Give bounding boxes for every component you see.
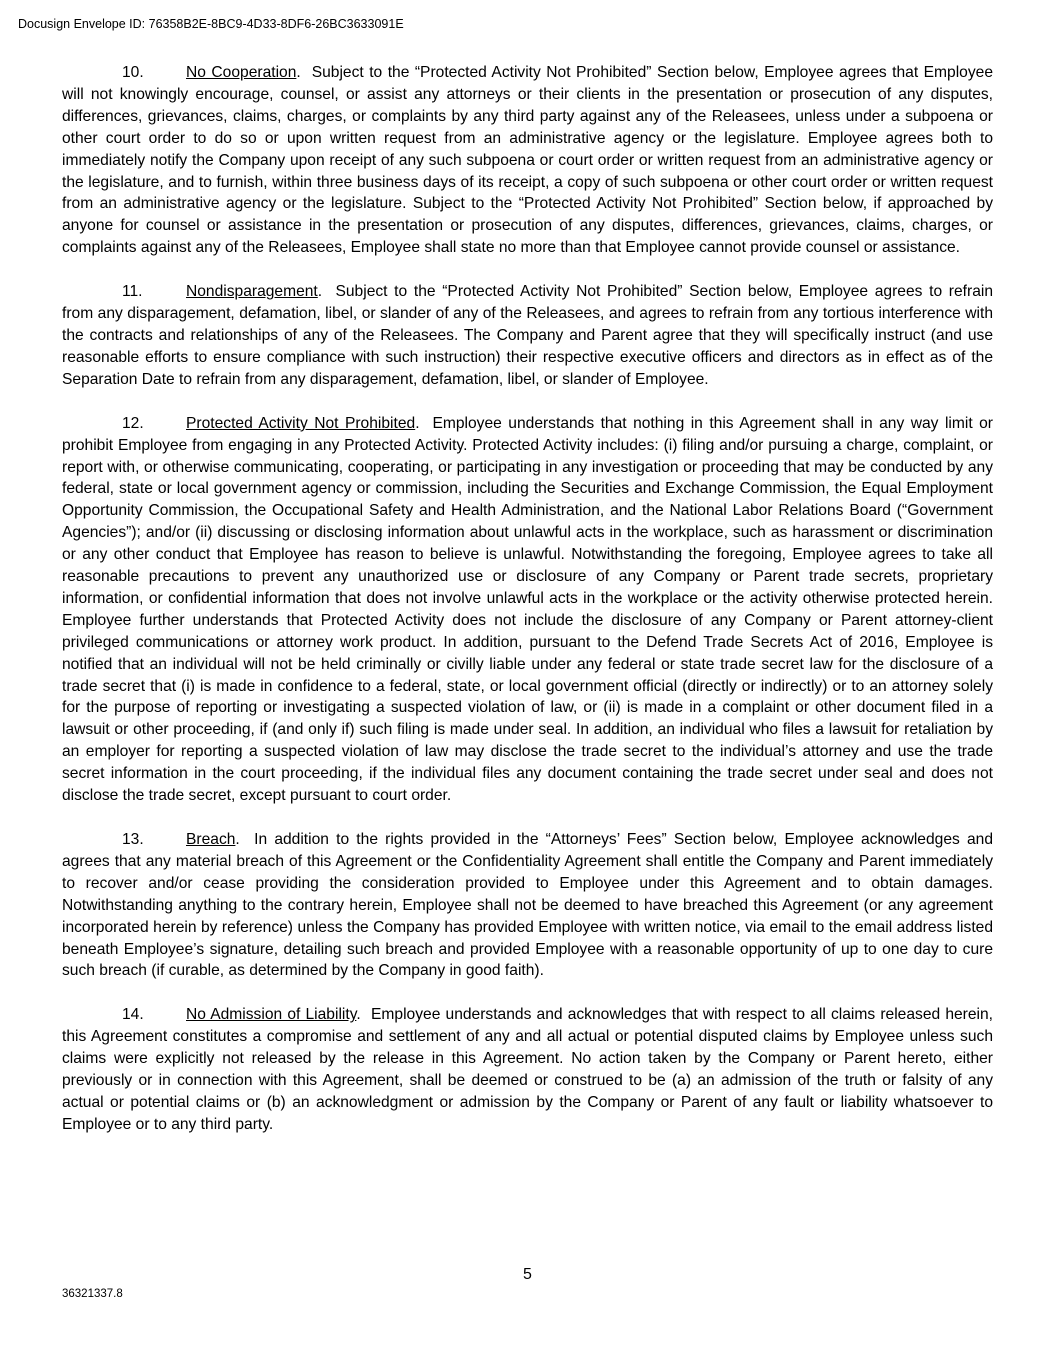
section-heading: No Cooperation [186, 64, 297, 81]
section-heading: Breach [186, 831, 236, 848]
section-text: Employee understands that nothing in this Agreement shall in any way limit or prohibit Employee from engaging in any Protected Activity. Protected Activity includes: (i) filing and/or pursuing a charge, complaint, or report with, or otherwise communicating, cooperating, or participating in any investigation or proceeding that may be conducted by any federal, state or local government agency or commission, including the Securities and Exchange Commission, the Equal Employment Opportunity Commission, the Occupational Safety and Health Administration, and the National Labor Relations Board (“Government Agencies”); and/or (ii) discussing or disclosing information about unlawful acts in the workplace, such as harassment or discrimination or any other conduct that Employee has reason to believe is unlawful. Notwithstanding the foregoing, Employee agrees to take all reasonable precautions to prevent any unauthorized use or disclosure of any Company or Parent trade secrets, proprietary information, or confidential information that does not involve unlawful acts in the workplace or the activity otherwise protected herein. Employee further understands that Protected Activity does not include the disclosure of any Company or Parent attorney-client privileged communications or attorney work product. In addition, pursuant to the Defend Trade Secrets Act of 2016, Employee is notified that an individual will not be held criminally or civilly liable under any federal or state trade secret law for the disclosure of a trade secret that (i) is made in confidence to a federal, state, or local government official (directly or indirectly) or to an attorney solely for the purpose of reporting or investigating a suspected violation of law, or (ii) is made in a complaint or other document filed in a lawsuit or other proceeding, if (and only if) such filing is made under seal. In addition, an individual who files a lawsuit for retaliation by an employer for reporting a suspected violation of law may disclose the trade secret to the individual’s attorney and use the trade secret information in the court proceeding, if the individual files any document containing the trade secret under seal and does not disclose the trade secret, except pursuant to court order. [62, 414, 994, 805]
section-nondisparagement: 11. Nondisparagement. Subject to the “Protected Activity Not Prohibited” Section below, Employee agrees to refrain from any disparagement, defamation, libel, or slander of any of the Releasees, and agrees to refrain from any tortious interference with the contracts and relationships of any of the Releasees. The Company and Parent agree that they will specifically instruct (and use reasonable efforts to ensure compliance with such instruction) their respective executive officers and directors as in effect as of the Separation Date to refrain from any disparagement, defamation, libel, or slander of Employee. [62, 283, 994, 388]
section-text: Subject to the “Protected Activity Not Prohibited” Section below, Employee agrees that Employee will not knowingly encourage, counsel, or assist any attorneys or their clients in the presentation or prosecution of any disputes, differences, grievances, claims, charges, or complaints by any third party against any of the Releasees, unless under a subpoena or other court order to do so or upon written request from an administrative agency or the legislature. Employee agrees both to immediately notify the Company upon receipt of any such subpoena or court order or written request from an administrative agency or the legislature, and to furnish, within three business days of its receipt, a copy of such subpoena or other court order or written request from an administrative agency or the legislature. Subject to the “Protected Activity Not Prohibited” Section below, if approached by anyone for counsel or assistance in the presentation or prosecution of any disputes, differences, grievances, claims, charges, or complaints against any of the Releasees, Employee shall state no more than that Employee cannot provide counsel or assistance. [62, 64, 993, 257]
section-heading: Nondisparagement [186, 283, 318, 301]
section-breach: 13. Breach. In addition to the rights provided in the “Attorneys’ Fees” Section below, Employee acknowledges and agrees that any material breach of this Agreement or the Confidentiality Agreement shall entitle the Company and Parent immediately to recover and/or cease providing the consideration provided to Employee under this Agreement and to obtain damages. Notwithstanding anything to the contrary herein, Employee shall not be deemed to have breached this Agreement (or any agreement incorporated herein by reference) unless the Company has provided Employee with written notice, via email to the email address listed beneath Employee’s signature, detailing such breach and provided Employee with a reasonable opportunity of up to one day to cure such breach (if curable, as determined by the Company in good faith). [62, 831, 993, 980]
section-number: 11. [122, 283, 143, 301]
section-no-admission-of-liability: 14. No Admission of Liability. Employee understands and acknowledges that with respect to all claims released herein, this Agreement constitutes a compromise and settlement of any and all actual or potential disputed claims by Employee unless such claims were explicitly not released by the release in this Agreement. No action taken by the Company or Parent hereto, either previously or in connection with this Agreement, shall be deemed or construed to be (a) an admission of the truth or falsity of any actual or potential claims or (b) an acknowledgment or admission by the Company or Parent of any fault or liability whatsoever to Employee or to any third party. [62, 1006, 994, 1133]
section-text: Subject to the “Protected Activity Not Prohibited” Section below, Employee agrees to refrain from any disparagement, defamation, libel, or slander of any of the Releasees, and agrees to refrain from any tortious interference with the contracts and relationships of any of the Releasees. The Company and Parent agree that they will specifically instruct (and use reasonable efforts to ensure compliance with such instruction) their respective executive officers and directors as in effect as of the Separation Date to refrain from any disparagement, defamation, libel, or slander of Employee. [62, 283, 994, 388]
document-id: 36321337.8 [62, 1288, 123, 1300]
section-no-cooperation: 10. No Cooperation. Subject to the “Protected Activity Not Prohibited” Section below, Employee agrees that Employee will not knowingly encourage, counsel, or assist any attorneys or their clients in the presentation or prosecution of any disputes, differences, grievances, claims, charges, or complaints by any third party against any of the Releasees, unless under a subpoena or other court order to do so or upon written request from an administrative agency or the legislature. Employee agrees both to immediately notify the Company upon receipt of any such subpoena or court order or written request from an administrative agency or the legislature, and to furnish, within three business days of its receipt, a copy of such subpoena or other court order or written request from an administrative agency or the legislature. Subject to the “Protected Activity Not Prohibited” Section below, if approached by anyone for counsel or assistance in the presentation or prosecution of any disputes, differences, grievances, claims, charges, or complaints against any of the Releasees, Employee shall state no more than that Employee cannot provide counsel or assistance. [62, 64, 993, 257]
section-number: 12. [122, 414, 144, 432]
section-text: Employee understands and acknowledges that with respect to all claims released herein, this Agreement constitutes a compromise and settlement of any and all actual or potential disputed claims by Employee unless such claims were explicitly not released by the release in this Agreement. No action taken by the Company or Parent hereto, either previously or in connection with this Agreement, shall be deemed or construed to be (a) an admission of the truth or falsity of any actual or potential claims or (b) an acknowledgment or admission by the Company or Parent of any fault or liability whatsoever to Employee or to any third party. [62, 1006, 994, 1133]
page-number: 5 [523, 1266, 532, 1283]
section-number: 13. [122, 831, 144, 848]
section-number: 10. [122, 64, 144, 81]
section-protected-activity: 12. Protected Activity Not Prohibited. Employee understands that nothing in this Agreement shall in any way limit or prohibit Employee from engaging in any Protected Activity. Protected Activity includes: (i) filing and/or pursuing a charge, complaint, or report with, or otherwise communicating, cooperating, or participating in any investigation or proceeding that may be conducted by any federal, state or local government agency or commission, including the Securities and Exchange Commission, the Equal Employment Opportunity Commission, the Occupational Safety and Health Administration, and the National Labor Relations Board (“Government Agencies”); and/or (ii) discussing or disclosing information about unlawful acts in the workplace, such as harassment or discrimination or any other conduct that Employee has reason to believe is unlawful. Notwithstanding the foregoing, Employee agrees to take all reasonable precautions to prevent any unauthorized use or disclosure of any Company or Parent trade secrets, proprietary information, or confidential information that does not involve unlawful acts in the workplace or the activity otherwise protected herein. Employee further understands that Protected Activity does not include the disclosure of any Company or Parent attorney-client privileged communications or attorney work product. In addition, pursuant to the Defend Trade Secrets Act of 2016, Employee is notified that an individual will not be held criminally or civilly liable under any federal or state trade secret law for the disclosure of a trade secret that (i) is made in confidence to a federal, state, or local government official (directly or indirectly) or to an attorney solely for the purpose of reporting or investigating a suspected violation of law, or (ii) is made in a complaint or other document filed in a lawsuit or other proceeding, if (and only if) such filing is made under seal. In addition, an individual who files a lawsuit for retaliation by an employer for reporting a suspected violation of law may disclose the trade secret to the individual’s attorney and use the trade secret information in the court proceeding, if the individual files any document containing the trade secret under seal and does not disclose the trade secret, except pursuant to court order. [62, 414, 994, 805]
document-body [62, 62, 993, 1158]
section-heading: Protected Activity Not Prohibited [186, 414, 416, 432]
section-heading: No Admission of Liability [186, 1006, 357, 1024]
section-text: In addition to the rights provided in the “Attorneys’ Fees” Section below, Employee acknowledges and agrees that any material breach of this Agreement or the Confidentiality Agreement shall entitle the Company and Parent immediately to recover and/or cease providing the consideration provided to Employee under this Agreement and to obtain damages. Notwithstanding anything to the contrary herein, Employee shall not be deemed to have breached this Agreement (or any agreement incorporated herein by reference) unless the Company has provided Employee with written notice, via email to the email address listed beneath Employee’s signature, detailing such breach and provided Employee with a reasonable opportunity of up to one day to cure such breach (if curable, as determined by the Company in good faith). [62, 831, 993, 980]
section-number: 14. [122, 1006, 144, 1024]
docusign-envelope-id: Docusign Envelope ID: 76358B2E-8BC9-4D33-8DF6-26BC3633091E [18, 17, 404, 31]
